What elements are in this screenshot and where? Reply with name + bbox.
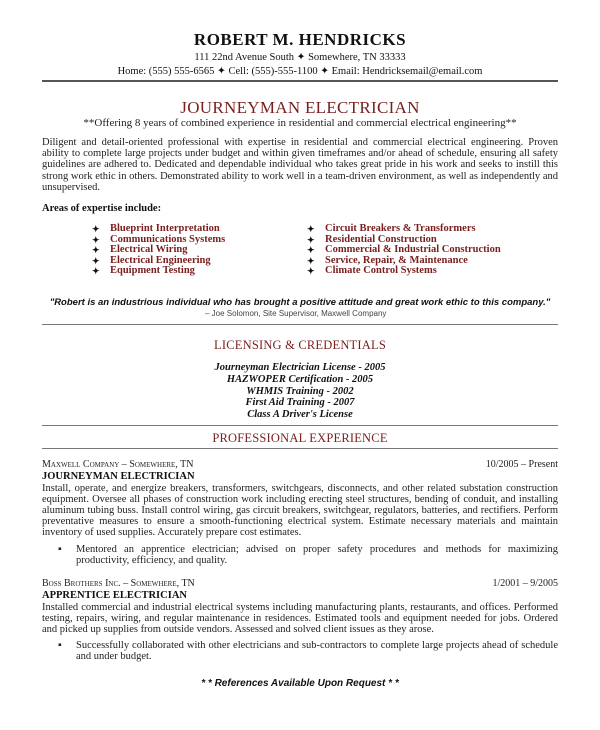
- expertise-list-right: [307, 224, 501, 277]
- diamond-bullet-icon: ✦: [92, 234, 100, 245]
- diamond-bullet-icon: ✦: [92, 245, 100, 256]
- company-name: Boss Brothers Inc. – Somewhere, TN: [42, 578, 195, 589]
- job-achievement: ▪ Successfully collaborated with other electricians and sub-contractors to complete large projects ahead of schedule and under budget.: [58, 640, 558, 663]
- testimonial-quote: "Robert is an industrious individual who has brought a positive attitude and great work ethic to this company.": [49, 297, 551, 308]
- experience-tagline: **Offering 8 years of combined experience in residential and commercial electrical engineering**: [83, 117, 517, 129]
- list-item: ✦ Blueprint Interpretation: [92, 223, 220, 234]
- list-item: ✦ Electrical Engineering: [92, 254, 211, 266]
- credential-item: HAZWOPER Certification - 2005: [226, 373, 374, 385]
- list-item: ✦ Residential Construction: [307, 233, 437, 245]
- diamond-bullet-icon: ✦: [307, 266, 315, 277]
- address-line: 111 22nd Avenue South ✦ Somewhere, TN 33333: [194, 52, 406, 63]
- section-divider: [42, 324, 558, 325]
- diamond-bullet-icon: ✦: [92, 266, 100, 277]
- list-item: ✦ Climate Control Systems: [307, 265, 437, 277]
- diamond-bullet-icon: ✦: [307, 234, 315, 245]
- credentials-list: [0, 362, 600, 421]
- company-name: Maxwell Company – Somewhere, TN: [42, 459, 194, 470]
- experience-heading: PROFESSIONAL EXPERIENCE: [212, 431, 388, 445]
- section-divider: [42, 448, 558, 449]
- diamond-bullet-icon: ✦: [307, 245, 315, 256]
- testimonial-attribution: – Joe Solomon, Site Supervisor, Maxwell Company: [205, 309, 387, 318]
- section-divider: [42, 425, 558, 426]
- expertise-list-left: [92, 224, 225, 277]
- job-description: Installed commercial and industrial electrical systems including manufacturing plants, restaurants, and offices. Performed testing, repairs, wiring, and regular maintenance in residences. Estimated tools and equipment needed for jobs. Ordered and picked up supplies from outside vendors. Assessed and solved client issues as they arose.: [42, 602, 558, 636]
- job-objective-title: JOURNEYMAN ELECTRICIAN: [180, 98, 420, 117]
- credential-item: WHMIS Training - 2002: [246, 385, 354, 397]
- job-title: APPRENTICE ELECTRICIAN: [42, 590, 187, 601]
- job-description: Install, operate, and energize breakers, transformers, switchgears, disconnects, and other related substation construction equipment. Oversee all phases of construction work including erecting steel structures, bending of conduit, and installing aluminum tubing buss. Install control wiring, gas circuit breakers, switchgear, regulators, batteries, and rectifiers. Perform preventative measures to ensure a smooth-functioning electrical system. Estimate necessary materials and maintain inventory of used supplies. Accurately prepare cost estimates.: [42, 483, 558, 539]
- credential-item: Journeyman Electrician License - 2005: [214, 362, 386, 373]
- expertise-heading: Areas of expertise include:: [42, 203, 162, 214]
- employment-dates: 10/2005 – Present: [485, 459, 558, 470]
- contact-line: Home: (555) 555-6565 ✦ Cell: (555)-555-1100 ✦ Email: Hendricksemail@email.com: [117, 66, 483, 77]
- job-title: JOURNEYMAN ELECTRICIAN: [42, 471, 195, 482]
- job-achievement: ▪ Mentored an apprentice electrician; advised on proper safety procedures and methods for maximizing productivity, efficiency, and quality.: [58, 544, 558, 567]
- job-company-line: [42, 578, 558, 589]
- square-bullet-icon: ▪: [58, 544, 62, 555]
- diamond-bullet-icon: ✦: [92, 255, 100, 266]
- job-company-line: [42, 459, 558, 470]
- professional-summary: Diligent and detail-oriented professional with expertise in residential and commercial electrical engineering. Proven ability to complete large projects under budget and within given timeframes and/or ahead of schedule, ensuring all safety guidelines are adhered to. Dedicated and dependable individual who takes great pride in his work and seeks to instill this strong work ethic in others. Demonstrated ability to work well in a team-driven environment, as well as independently and unsupervised.: [42, 137, 558, 193]
- employment-dates: 1/2001 – 9/2005: [492, 578, 558, 589]
- list-item: ✦ Service, Repair, & Maintenance: [307, 254, 468, 266]
- credential-item: First Aid Training - 2007: [245, 397, 355, 409]
- list-item: ✦ Commercial & Industrial Construction: [307, 244, 501, 256]
- credential-item: Class A Driver's License: [247, 409, 353, 421]
- candidate-name: ROBERT M. HENDRICKS: [193, 30, 407, 49]
- diamond-bullet-icon: ✦: [92, 224, 100, 234]
- list-item: ✦ Electrical Wiring: [92, 244, 188, 256]
- references-note: * * References Available Upon Request * *: [201, 678, 399, 689]
- list-item: ✦ Communications Systems: [92, 233, 226, 245]
- list-item: ✦ Equipment Testing: [92, 265, 195, 277]
- header-divider: [42, 80, 558, 82]
- diamond-bullet-icon: ✦: [307, 224, 315, 234]
- square-bullet-icon: ▪: [58, 640, 62, 651]
- licensing-heading: LICENSING & CREDENTIALS: [214, 338, 386, 352]
- list-item: ✦ Circuit Breakers & Transformers: [307, 223, 476, 234]
- diamond-bullet-icon: ✦: [307, 255, 315, 266]
